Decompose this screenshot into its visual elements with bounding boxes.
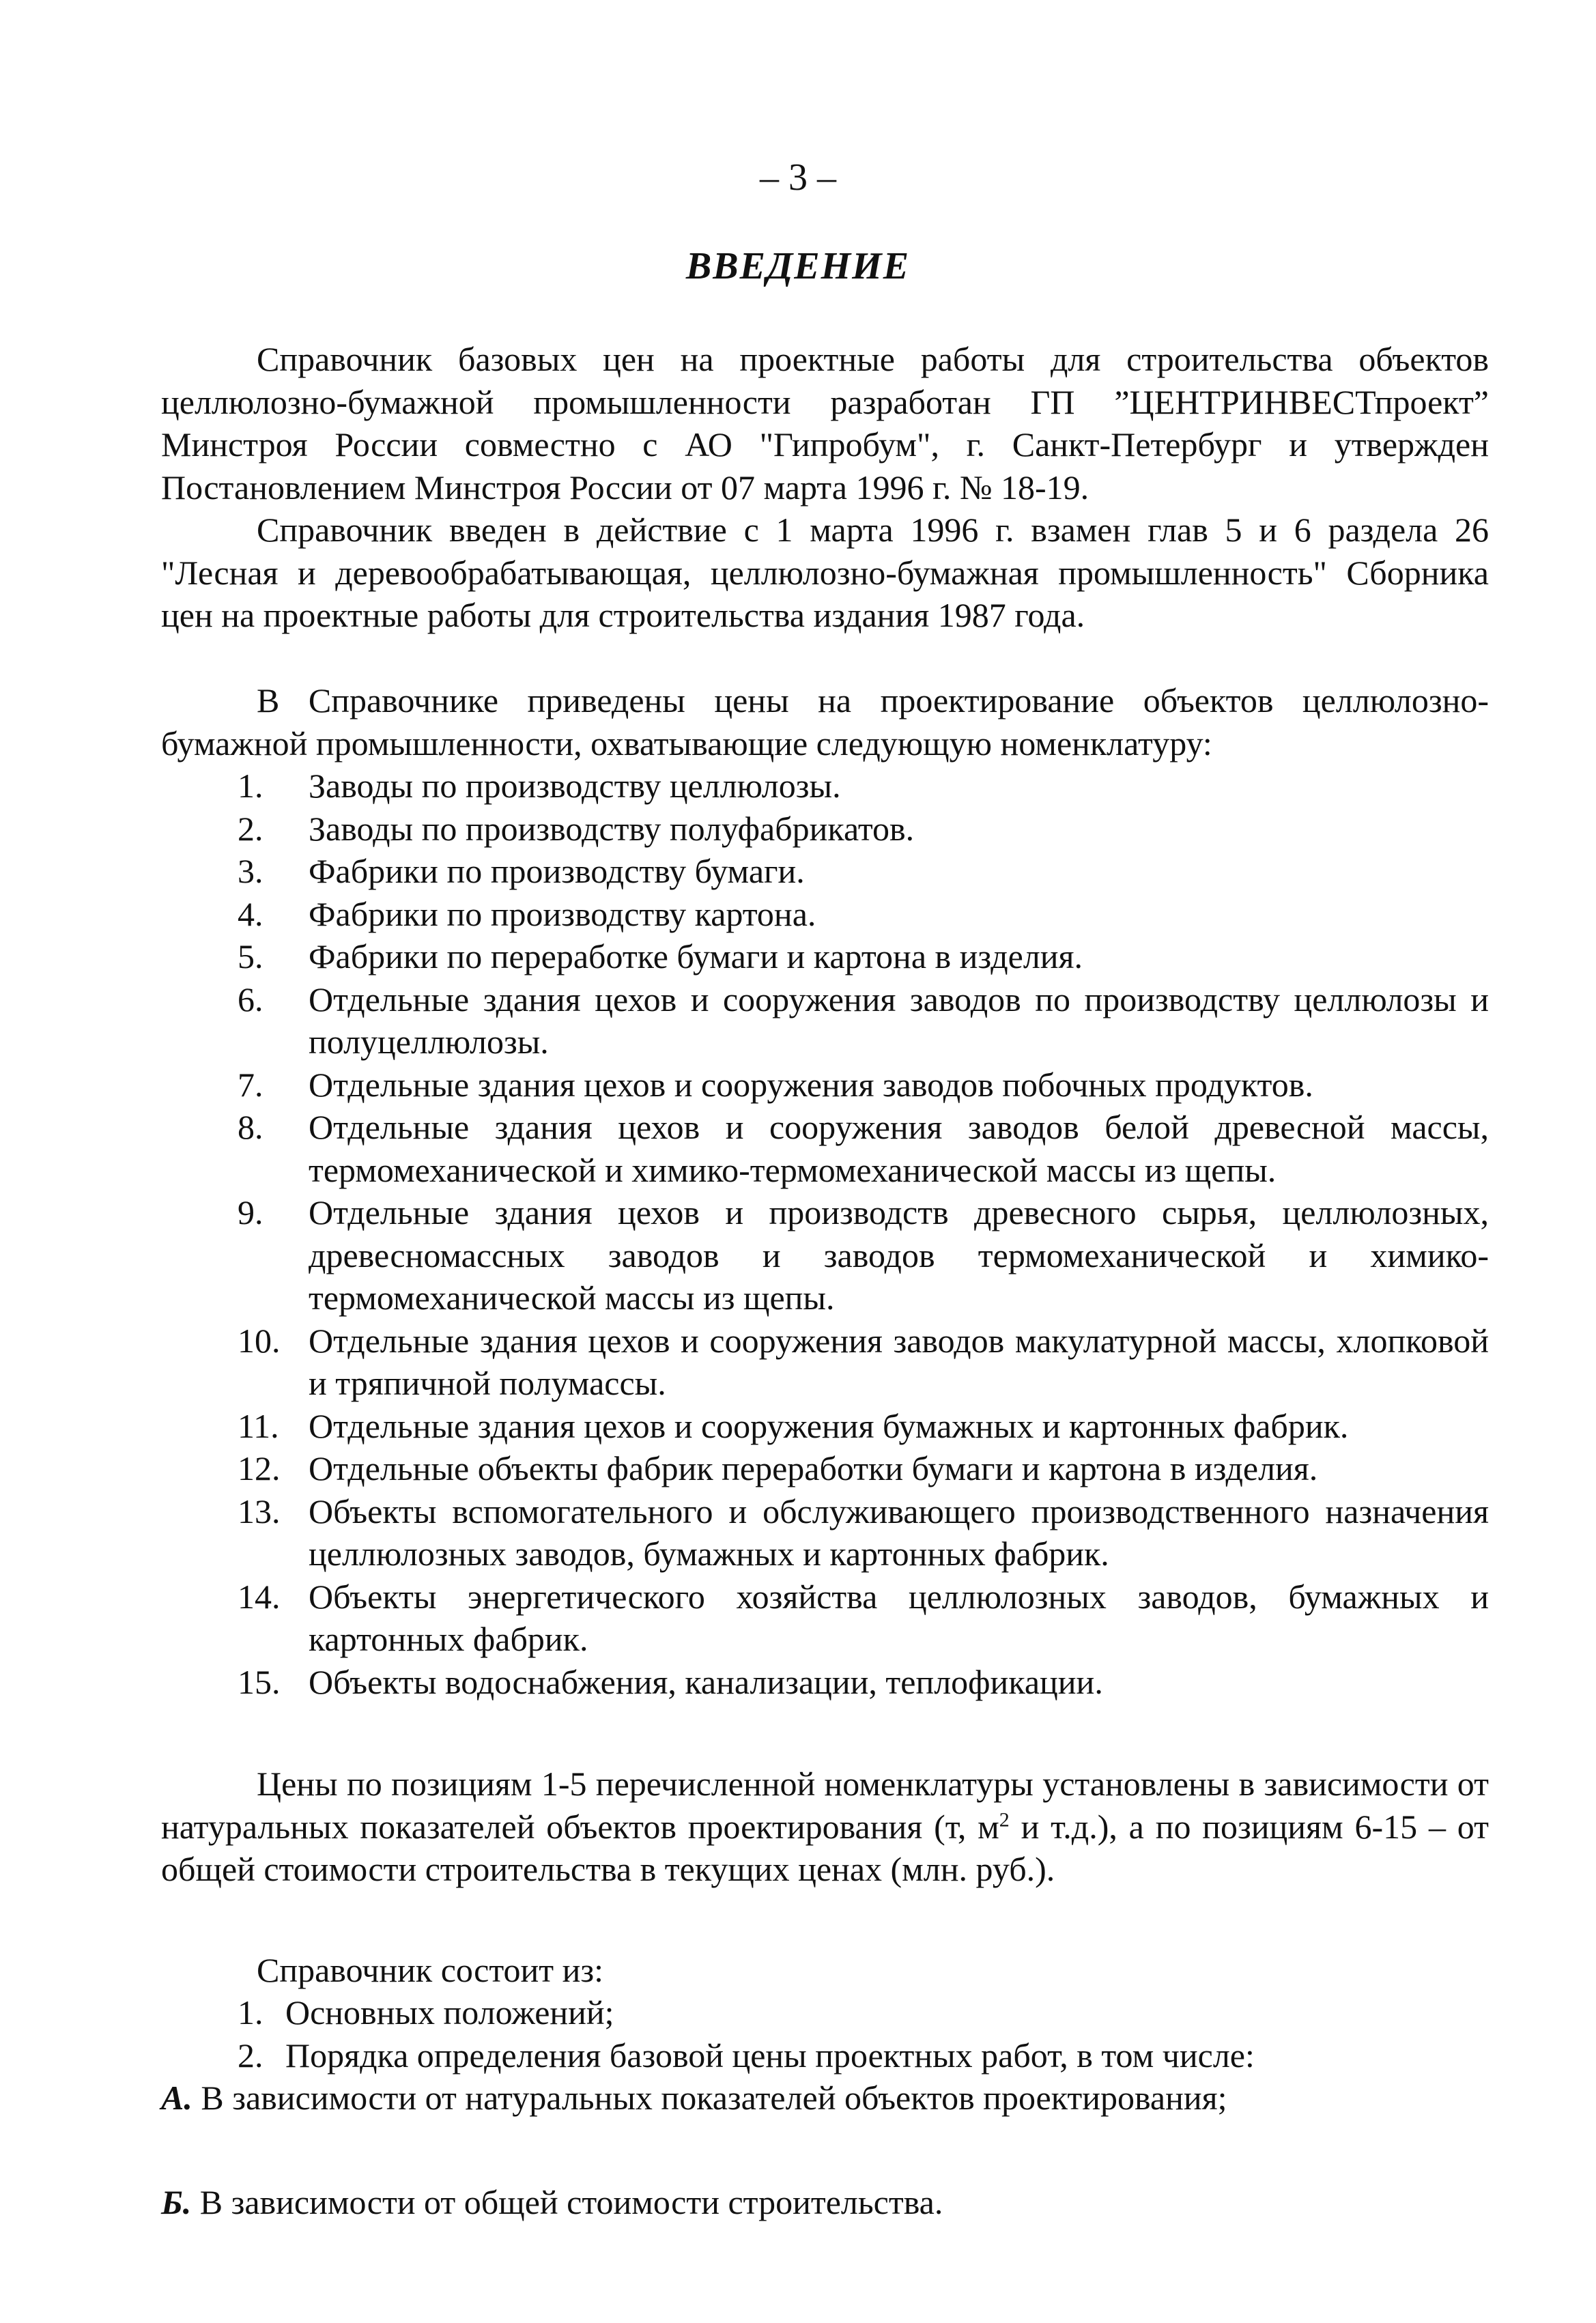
list-item: 10. Отдельные здания цехов и сооружения заводов макулатурной массы, хлопковой и тряпичной полумассы.: [238, 1321, 1489, 1402]
subitem-b: Б. В зависимости от общей стоимости строительства.: [161, 2183, 943, 2221]
list-item: 1. Заводы по производству целлюлозы.: [238, 767, 841, 805]
list-item: 2. Заводы по производству полуфабрикатов.: [238, 809, 915, 848]
contents-list: [238, 1991, 1489, 2077]
list-item: 7. Отдельные здания цехов и сооружения заводов побочных продуктов.: [238, 1065, 1313, 1104]
list-item: 6. Отдельные здания цехов и сооружения заводов по производству целлюлозы и полуцеллюлозы.: [238, 980, 1489, 1061]
list-item: 13. Объекты вспомогательного и обслуживающего производственного назначения целлюлозных заводов, бумажных и картонных фабрик.: [238, 1492, 1489, 1573]
list-item: 9. Отдельные здания цехов и производств древесного сырья, целлюлозных, древесномассных заводов и заводов термомеханической и химико-термомеханической массы из щепы.: [238, 1193, 1489, 1317]
list-item: 4. Фабрики по производству картона.: [238, 894, 816, 933]
list-item: 5. Фабрики по переработке бумаги и картона в изделия.: [238, 937, 1083, 975]
section-title: ВВЕДЕНИЕ: [685, 245, 911, 287]
paragraph-pricing: Цены по позициям 1-5 перечисленной номенклатуры установлены в зависимости от натуральных показателей объектов проектирования (т, $м^2$ и т.д.), а по позициям 6-15 – от общей стоимости строительства в текущих ценах (млн. руб.).: [161, 1765, 1489, 1888]
paragraph-nomenclature-intro: В Справочнике приведены цены на проектирование объектов целлюлозно-бумажной промышленности, охватывающие следующую номенклатуру:: [161, 681, 1489, 763]
nomenclature-list: [238, 765, 1489, 1703]
list-item: 11. Отдельные здания цехов и сооружения бумажных и картонных фабрик.: [238, 1406, 1349, 1445]
list-item: 3. Фабрики по производству бумаги.: [238, 852, 805, 890]
paragraph-intro: Справочник базовых цен на проектные работы для строительства объектов целлюлозно-бумажной промышленности разработан ГП ”ЦЕНТРИНВЕСТпроект” Минстроя России совместно с АО "Гипробум", г. Санкт-Петербург и утвержден Постановлением Минстроя России от 07 марта 1996 г. № 18-19.: [161, 340, 1489, 507]
paragraph-effective-date: Справочник введен в действие с 1 марта 1996 г. взамен глав 5 и 6 раздела 26 "Лесная и деревообрабатывающая, целлюлозно-бумажная промышленность" Сборника цен на проектные работы для строительства издания 1987 года.: [161, 511, 1489, 634]
subitem-a: А. В зависимости от натуральных показателей объектов проектирования;: [161, 2079, 1227, 2117]
page-number: – 3 –: [760, 156, 836, 199]
list-item: 1. Основных положений;: [238, 1993, 614, 2032]
list-item: 8. Отдельные здания цехов и сооружения заводов белой древесной массы, термомеханической и химико-термомеханической массы из щепы.: [238, 1108, 1489, 1189]
list-item: 12. Отдельные объекты фабрик переработки бумаги и картона в изделия.: [238, 1449, 1318, 1487]
list-item: 14. Объекты энергетического хозяйства целлюлозных заводов, бумажных и картонных фабрик.: [238, 1577, 1489, 1658]
list-item: 15. Объекты водоснабжения, канализации, теплофикации.: [238, 1662, 1103, 1701]
paragraph-contents-intro: Справочник состоит из:: [257, 1951, 604, 1989]
list-item: 2. Порядка определения базовой цены проектных работ, в том числе:: [238, 2036, 1255, 2075]
